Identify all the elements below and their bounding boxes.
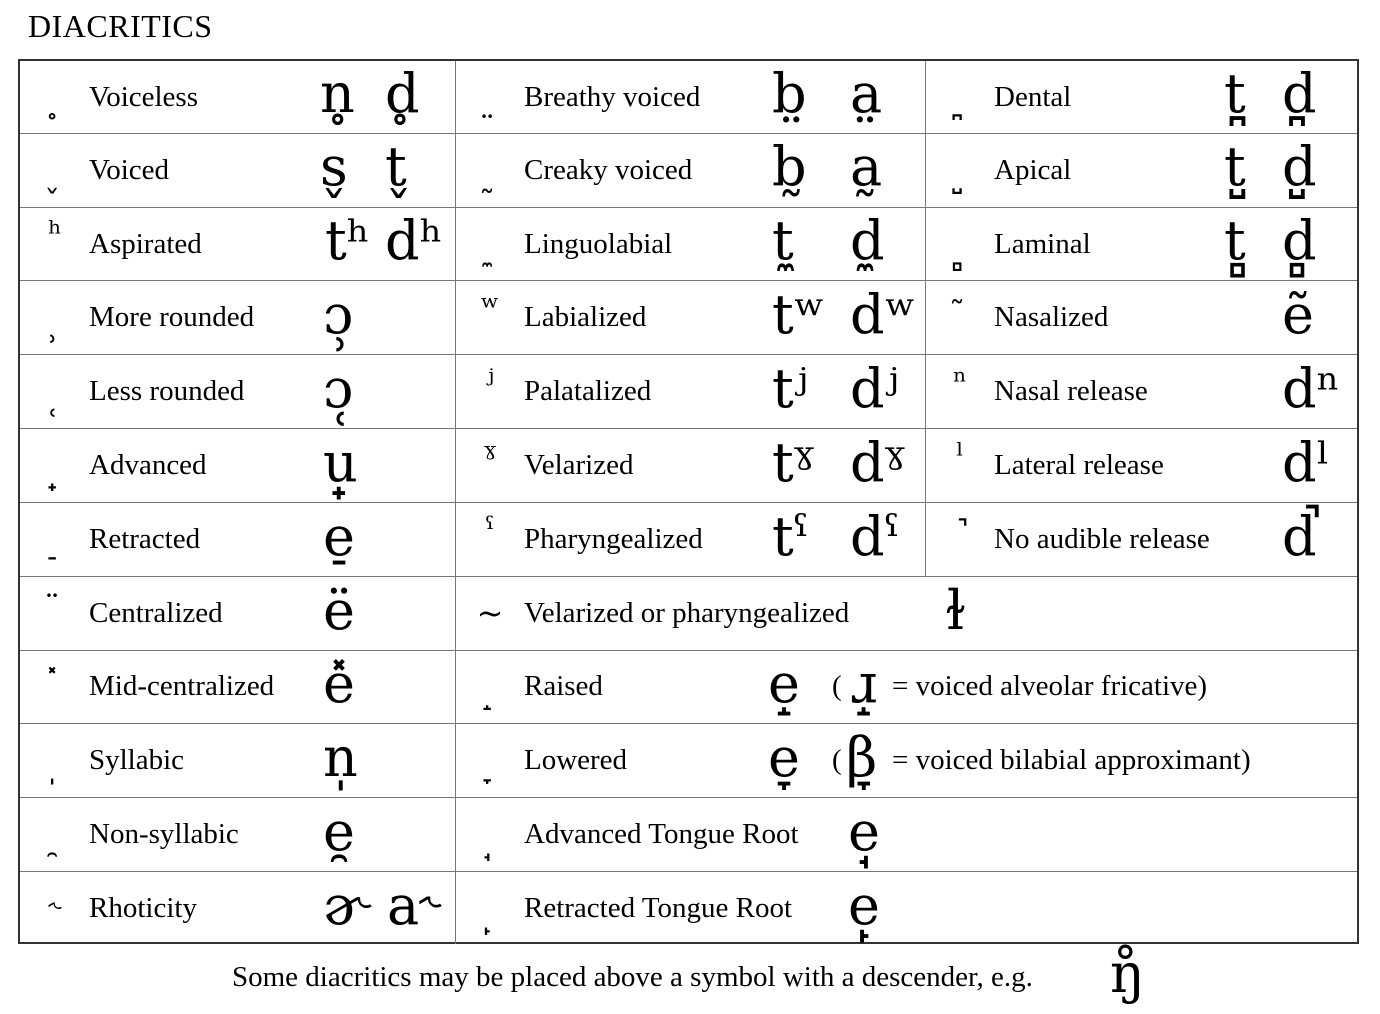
diacritic-mark: ˞ <box>48 889 62 927</box>
row-label: Labialized <box>524 301 647 333</box>
diacritic-mark: ̯ <box>49 820 61 858</box>
row-label: Voiced <box>89 154 170 186</box>
note-symbol: ɹ̝ <box>850 652 878 715</box>
row-label: Apical <box>994 154 1072 186</box>
note-text: = voiced alveolar fricative) <box>892 670 1208 702</box>
example-1: n̥ <box>320 62 355 125</box>
row-divider <box>20 797 1357 798</box>
example-2: a̤ <box>850 62 883 125</box>
row-divider <box>20 871 1357 872</box>
row-label: Creaky voiced <box>524 154 693 186</box>
row-label: Lowered <box>524 744 628 776</box>
example-2: t̬ <box>385 135 407 198</box>
example-1: dⁿ <box>1282 357 1340 420</box>
example-1: ɚ <box>323 874 369 937</box>
row-label: Centralized <box>89 597 223 629</box>
example-2: d̼ <box>850 209 885 272</box>
row-label: Advanced Tongue Root <box>524 818 799 850</box>
row-label: Less rounded <box>89 375 245 407</box>
example-2: d̺ <box>1282 135 1317 198</box>
diacritic-mark: ̥ <box>49 82 61 120</box>
example-1: e̽ <box>323 652 355 715</box>
diacritic-mark: ⁿ <box>953 362 967 400</box>
diacritics-table <box>18 59 1359 944</box>
diacritic-mark: ̚ <box>954 518 966 556</box>
row-label: Voiceless <box>89 81 199 113</box>
example-2: dˠ <box>850 431 905 494</box>
example-2: a̰ <box>850 135 883 198</box>
example-1: tˠ <box>772 431 815 494</box>
row-label: Pharyngealized <box>524 523 703 555</box>
row-label: Advanced <box>89 449 207 481</box>
row-divider <box>20 280 1357 281</box>
row-label: Nasalized <box>994 301 1109 333</box>
note-symbol: β̞ <box>846 726 878 789</box>
diacritic-mark: ̟ <box>49 450 61 488</box>
row-label: Retracted Tongue Root <box>524 892 793 924</box>
diacritic-mark: ̻ <box>954 230 966 268</box>
diacritic-mark: ̺ <box>954 156 966 194</box>
row-label: Non-syllabic <box>89 818 239 850</box>
row-label: Lateral release <box>994 449 1164 481</box>
diacritic-mark: ̜ <box>49 376 61 414</box>
row-label: Rhoticity <box>89 892 197 924</box>
example-1: e̞ <box>768 726 800 789</box>
row-divider <box>20 133 1357 134</box>
row-label: Syllabic <box>89 744 185 776</box>
diacritic-mark: ̈ <box>49 588 61 626</box>
example-1: n̩ <box>323 726 358 789</box>
example-1: d̚ <box>1282 505 1317 568</box>
row-divider <box>20 354 1357 355</box>
example-1: e̝ <box>768 652 800 715</box>
row-label: Nasal release <box>994 375 1148 407</box>
example-1: e̯ <box>323 800 355 863</box>
row-divider <box>20 428 1357 429</box>
example-1: dˡ <box>1282 431 1330 494</box>
diacritic-mark: ̽ <box>49 662 61 700</box>
row-divider <box>20 723 1357 724</box>
example-1: tʷ <box>772 283 826 346</box>
diacritic-mark: ˡ <box>956 436 964 474</box>
example-1: tʰ <box>325 209 371 272</box>
diacritic-mark: ̬ <box>49 156 61 194</box>
example-1: ẽ <box>1282 283 1314 346</box>
footer-example: ŋ̊ <box>1110 942 1145 1005</box>
column-divider <box>455 61 456 944</box>
example-1: tʲ <box>772 357 808 420</box>
diacritic-mark: ˤ <box>485 510 495 548</box>
example-1: ɔ̜ <box>323 357 354 420</box>
diacritic-mark: ̤ <box>484 82 496 120</box>
row-label: Laminal <box>994 228 1091 260</box>
diacritic-mark: ̙ <box>484 894 496 932</box>
row-divider <box>20 502 1357 503</box>
diacritic-mark: ̩ <box>49 746 61 784</box>
example-1: b̤ <box>772 62 807 125</box>
diacritic-mark: ʷ <box>480 288 500 326</box>
row-divider <box>20 576 1357 577</box>
diacritic-mark: ʲ <box>485 362 495 400</box>
diacritic-mark: ̼ <box>484 230 496 268</box>
row-label: Breathy voiced <box>524 81 701 113</box>
row-label: No audible release <box>994 523 1210 555</box>
row-label: Raised <box>524 670 603 702</box>
note-open-paren: ( <box>832 670 842 702</box>
diacritic-mark: ̝ <box>484 672 496 710</box>
row-label: Velarized <box>524 449 634 481</box>
diacritic-mark: ̹ <box>49 302 61 340</box>
diacritic-mark: ˠ <box>483 436 497 474</box>
example-1: e̠ <box>323 505 355 568</box>
row-label: More rounded <box>89 301 255 333</box>
note-text: = voiced bilabial approximant) <box>892 744 1251 776</box>
example-1: ɔ̹ <box>323 283 354 346</box>
example-1: t̺ <box>1224 135 1246 198</box>
example-1: u̟ <box>323 431 358 494</box>
row-label: Velarized or pharyngealized <box>524 597 850 629</box>
example-2: dˤ <box>850 505 900 568</box>
row-divider <box>20 650 1357 651</box>
example-1: t̼ <box>772 209 794 272</box>
example-1: s̬ <box>320 135 348 198</box>
example-2: d̥ <box>385 62 420 125</box>
example-1: t̪ <box>1224 62 1246 125</box>
example-2: d̻ <box>1282 209 1317 272</box>
diacritic-mark: ̘ <box>484 820 496 858</box>
diacritic-mark: ̪ <box>954 82 966 120</box>
example-1: tˤ <box>772 505 809 568</box>
diacritic-mark: ~ <box>476 594 504 632</box>
example-1: ɫ <box>945 579 966 642</box>
row-label: Linguolabial <box>524 228 673 260</box>
row-label: Dental <box>994 81 1072 113</box>
page-title: DIACRITICS <box>28 8 213 44</box>
diacritic-mark: ʰ <box>48 214 62 252</box>
example-2: d̪ <box>1282 62 1317 125</box>
diacritic-mark: ̠ <box>49 524 61 562</box>
row-label: Mid-centralized <box>89 670 275 702</box>
note-open-paren: ( <box>832 744 842 776</box>
example-2: a˞ <box>387 874 442 937</box>
example-2: dʰ <box>385 209 443 272</box>
row-label: Aspirated <box>89 228 202 260</box>
row-divider <box>20 207 1357 208</box>
column-divider <box>925 61 926 576</box>
example-1: t̻ <box>1224 209 1246 272</box>
example-1: e̙ <box>848 874 880 937</box>
diacritic-mark: ̞ <box>484 746 496 784</box>
example-1: ë <box>323 579 355 642</box>
diacritic-mark: ̰ <box>484 156 496 194</box>
example-2: dʲ <box>850 357 899 420</box>
diacritic-mark: ̃ <box>954 294 966 332</box>
row-label: Palatalized <box>524 375 652 407</box>
example-2: dʷ <box>850 283 917 346</box>
row-label: Retracted <box>89 523 201 555</box>
example-1: b̰ <box>772 135 807 198</box>
footer-note: Some diacritics may be placed above a symbol with a descender, e.g. <box>232 961 1033 993</box>
example-1: e̘ <box>848 800 880 863</box>
